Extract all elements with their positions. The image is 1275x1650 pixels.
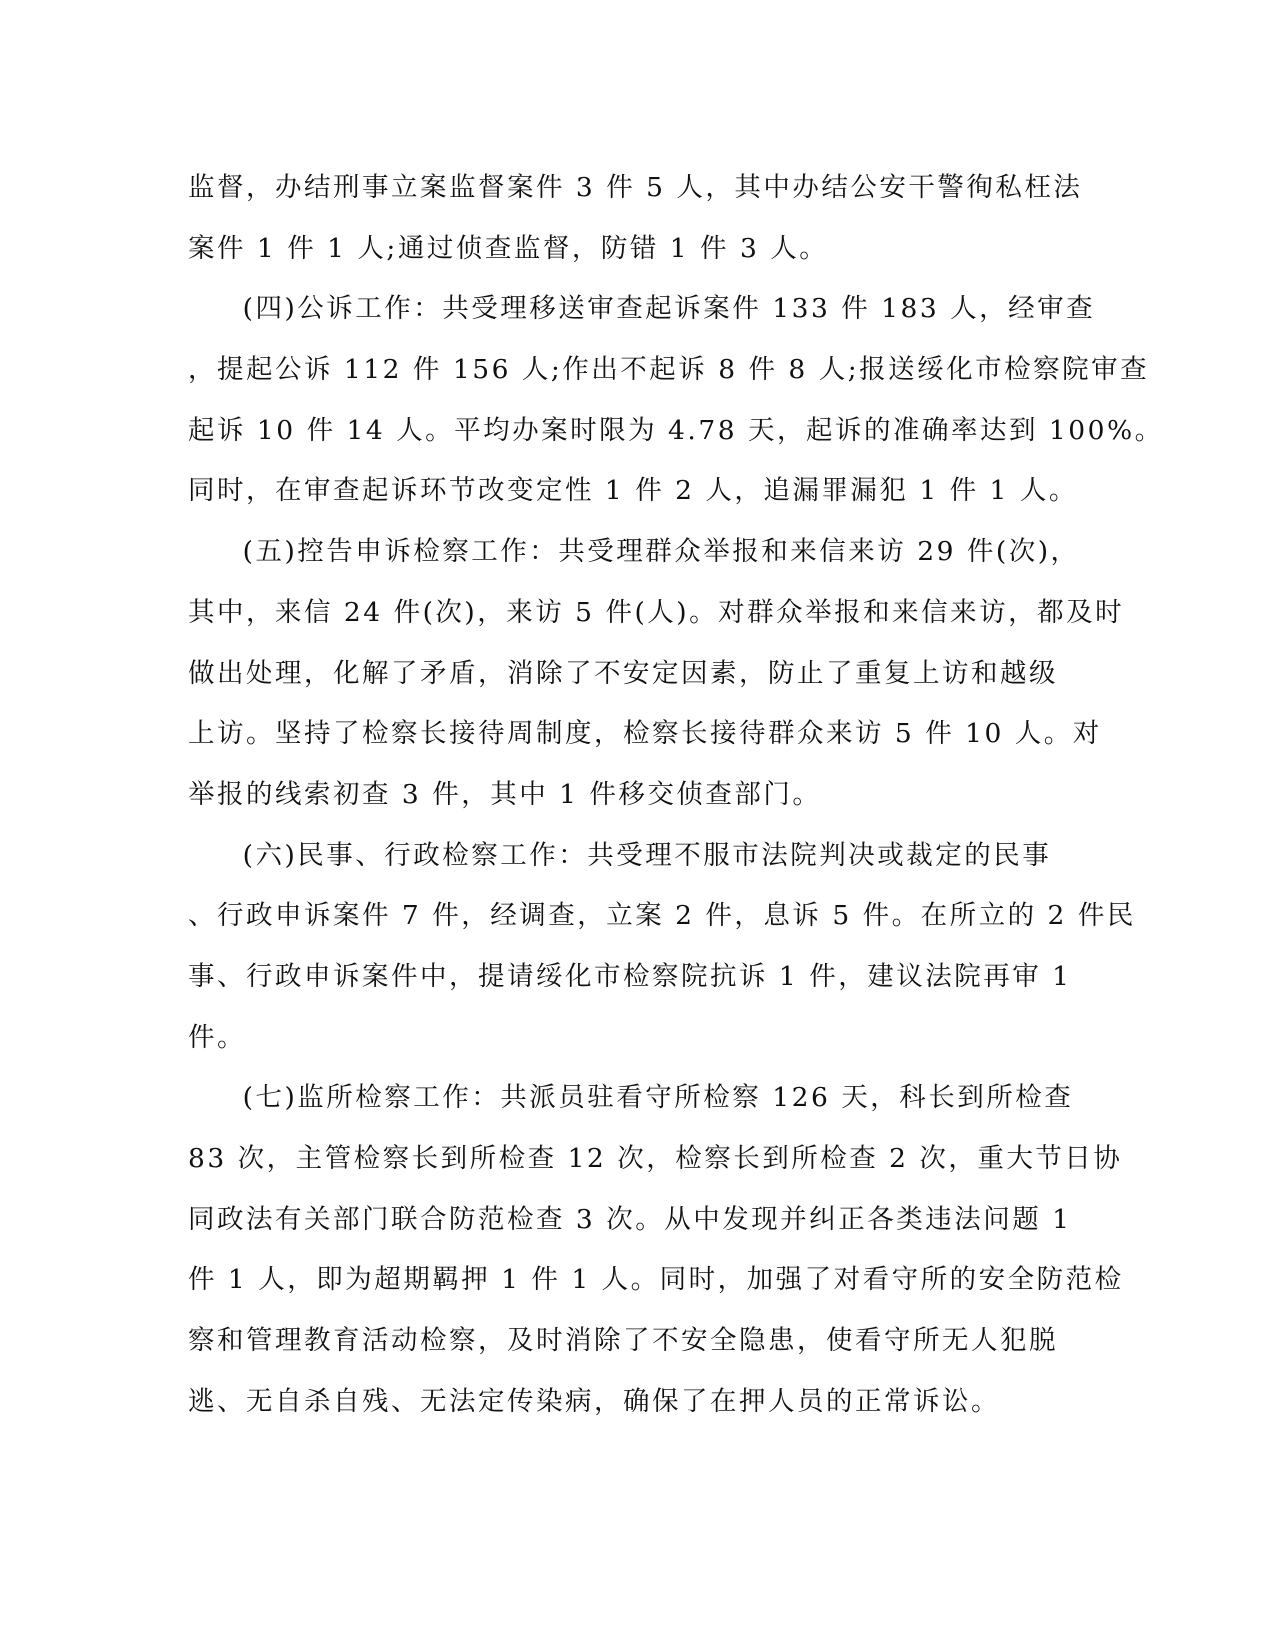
text-line: (七)监所检察工作：共派员驻看守所检察 126 天，科长到所检查 <box>188 1082 1074 1114</box>
text-line: 举报的线索初查 3 件，其中 1 件移交侦查部门。 <box>188 778 822 810</box>
text-line: 件 1 人，即为超期羁押 1 件 1 人。同时，加强了对看守所的安全防范检 <box>188 1264 1124 1296</box>
text-line: 监督，办结刑事立案监督案件 3 件 5 人，其中办结公安干警徇私枉法 <box>188 172 1083 203</box>
text-line: 同政法有关部门联合防范检查 3 次。从中发现并纠正各类违法问题 1 <box>188 1203 1072 1235</box>
text-line: (五)控告申诉检察工作：共受理群众举报和来信来访 29 件(次)， <box>188 536 1080 568</box>
text-line: 83 次，主管检察长到所检查 12 次，检察长到所检查 2 次，重大节日协 <box>188 1143 1123 1174</box>
text-line: 逃、无自杀自残、无法定传染病，确保了在押人员的正常诉讼。 <box>188 1385 1000 1417</box>
text-line: 同时，在审查起诉环节改变定性 1 件 2 人，追漏罪漏犯 1 件 1 人。 <box>188 475 1078 507</box>
text-line: 事、行政申诉案件中，提请绥化市检察院抗诉 1 件，建议法院再审 1 <box>188 960 1072 992</box>
text-line: 察和管理教育活动检察，及时消除了不安全隐患，使看守所无人犯脱 <box>188 1325 1058 1357</box>
text-line: 上访。坚持了检察长接待周制度，检察长接待群众来访 5 件 10 人。对 <box>188 718 1102 750</box>
text-line: (四)公诉工作：共受理移送审查起诉案件 133 件 183 人，经审查 <box>188 293 1096 325</box>
text-line: (六)民事、行政检察工作：共受理不服市法院判决或裁定的民事 <box>188 839 1052 871</box>
text-line: 做出处理，化解了矛盾，消除了不安定因素，防止了重复上访和越级 <box>188 657 1058 689</box>
text-line: 其中，来信 24 件(次)，来访 5 件(人)。对群众举报和来信来访，都及时 <box>188 596 1125 628</box>
document-body <box>188 158 1164 1432</box>
text-line: 起诉 10 件 14 人。平均办案时限为 4.78 天，起诉的准确率达到 100%。 <box>188 414 1164 446</box>
text-line: ，提起公诉 112 件 156 人;作出不起诉 8 件 8 人;报送绥化市检察院审查 <box>188 354 1150 386</box>
text-line: 、行政申诉案件 7 件，经调查，立案 2 件，息诉 5 件。在所立的 2 件民 <box>188 900 1136 932</box>
text-line: 件。 <box>188 1021 246 1053</box>
text-line: 案件 1 件 1 人;通过侦查监督，防错 1 件 3 人。 <box>188 232 829 264</box>
